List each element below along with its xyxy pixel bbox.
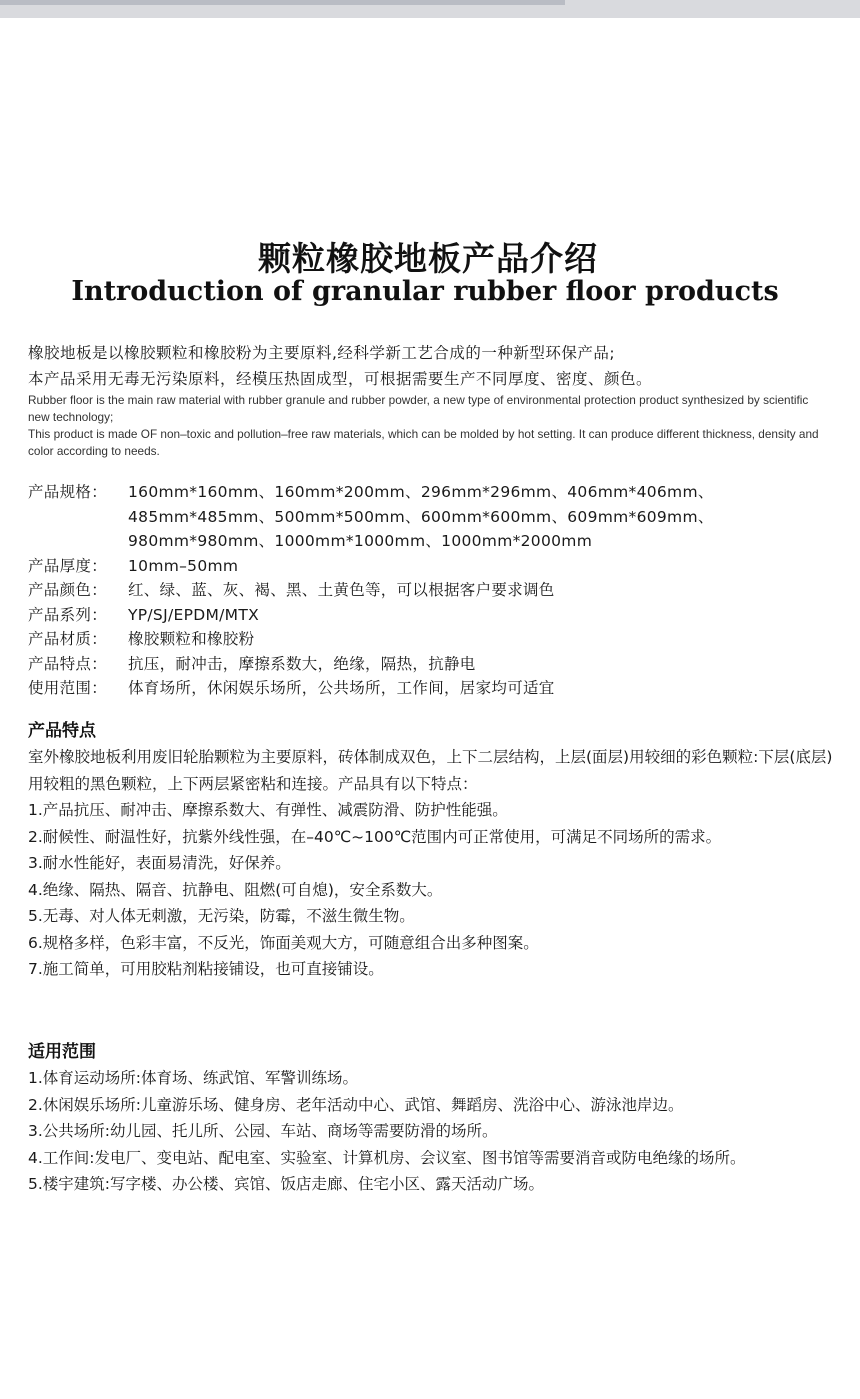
section-heading: 适用范围	[28, 1042, 96, 1062]
spec-label: 产品材质：	[28, 630, 108, 648]
intro-en	[28, 392, 828, 460]
page-title-en: Introduction of granular rubber floor products	[71, 276, 779, 307]
intro-en-paragraph: This product is made OF non–toxic and pollution–free raw materials, which can be molded by hot setting. It can produce different thickness, density and color according to needs.	[28, 427, 819, 458]
spec-label: 产品规格：	[28, 483, 108, 501]
spec-row-features	[28, 652, 838, 677]
spec-row-thickness	[28, 554, 838, 579]
spec-list	[28, 480, 838, 701]
intro-en-paragraph: Rubber floor is the main raw material with rubber granule and rubber powder, a new type of environmental protection product synthesized by scientific new technology;	[28, 393, 809, 424]
spec-row-material	[28, 627, 838, 652]
feature-item: 4.绝缘、隔热、隔音、抗静电、阻燃(可自熄)，安全系数大。	[28, 880, 443, 899]
feature-item: 1.产品抗压、耐冲击、摩擦系数大、有弹性、减震防滑、防护性能强。	[28, 801, 508, 819]
intro-cn	[28, 340, 838, 392]
scope-item: 1.体育运动场所:体育场、练武馆、军警训练场。	[28, 1069, 359, 1087]
spec-row-series	[28, 603, 838, 628]
spec-label: 产品特点：	[28, 654, 108, 673]
spec-size-line: 980mm*980mm、1000mm*1000mm、1000mm*2000mm	[128, 532, 593, 550]
intro-cn-line: 橡胶地板是以橡胶颗粒和橡胶粉为主要原料,经科学新工艺合成的一种新型环保产品;	[28, 344, 616, 362]
spec-label: 产品系列：	[28, 605, 108, 624]
scope-item: 2.休闲娱乐场所:儿童游乐场、健身房、老年活动中心、武馆、舞蹈房、洗浴中心、游泳池岸边。	[28, 1095, 684, 1114]
spec-label: 使用范围：	[28, 679, 108, 697]
scope-item: 3.公共场所:幼儿园、托儿所、公园、车站、商场等需要防滑的场所。	[28, 1122, 498, 1140]
features-description: 室外橡胶地板利用废旧轮胎颗粒为主要原料，砖体制成双色，上下二层结构，上层(面层)用较细的彩色颗粒:下层(底层)用较粗的黑色颗粒，上下两层紧密粘和连接。产品具有以下特点：	[28, 748, 833, 793]
features-section	[28, 718, 833, 983]
feature-item: 7.施工简单，可用胶粘剂粘接铺设，也可直接铺设。	[28, 960, 384, 978]
feature-item: 5.无毒、对人体无刺激，无污染，防霉，不滋生微生物。	[28, 907, 415, 925]
feature-item: 2.耐候性、耐温性好，抗紫外线性强，在–40℃~100℃范围内可正常使用，可满足不同场所的需求。	[28, 827, 722, 846]
scope-section	[28, 1039, 833, 1198]
spec-size-line: 485mm*485mm、500mm*500mm、600mm*600mm、609mm*609mm、	[128, 507, 714, 526]
scope-item: 5.楼宇建筑:写字楼、办公楼、宾馆、饭店走廊、住宅小区、露天活动广场。	[28, 1175, 545, 1193]
spec-value: 橡胶颗粒和橡胶粉	[128, 630, 255, 648]
spec-value: 红、绿、蓝、灰、褐、黑、土黄色等，可以根据客户要求调色	[128, 581, 555, 599]
spec-value: 10mm–50mm	[128, 556, 239, 575]
section-heading: 产品特点	[28, 721, 96, 741]
spec-row-color	[28, 578, 838, 603]
feature-item: 6.规格多样，色彩丰富，不反光，饰面美观大方，可随意组合出多种图案。	[28, 933, 539, 952]
page-title-cn: 颗粒橡胶地板产品介绍	[258, 239, 598, 278]
feature-item: 3.耐水性能好，表面易清洗，好保养。	[28, 854, 291, 872]
spec-row-size	[28, 480, 838, 505]
top-banner-strip	[0, 0, 860, 18]
spec-label: 产品厚度：	[28, 556, 108, 575]
spec-value: YP/SJ/EPDM/MTX	[128, 605, 260, 624]
spec-row-usage	[28, 676, 838, 701]
scope-item: 4.工作间:发电厂、变电站、配电室、实验室、计算机房、会议室、图书馆等需要消音或防电绝缘的场所。	[28, 1148, 746, 1167]
spec-value: 体育场所，休闲娱乐场所，公共场所，工作间，居家均可适宜	[128, 679, 555, 697]
intro-cn-line: 本产品采用无毒无污染原料，经模压热固成型，可根据需要生产不同厚度、密度、颜色。	[28, 370, 653, 388]
spec-label: 产品颜色：	[28, 581, 108, 599]
spec-value: 抗压，耐冲击，摩擦系数大，绝缘，隔热，抗静电	[128, 654, 476, 673]
top-banner-accent	[0, 0, 565, 5]
spec-value: 160mm*160mm、160mm*200mm、296mm*296mm、406mm*406mm、	[128, 483, 714, 501]
